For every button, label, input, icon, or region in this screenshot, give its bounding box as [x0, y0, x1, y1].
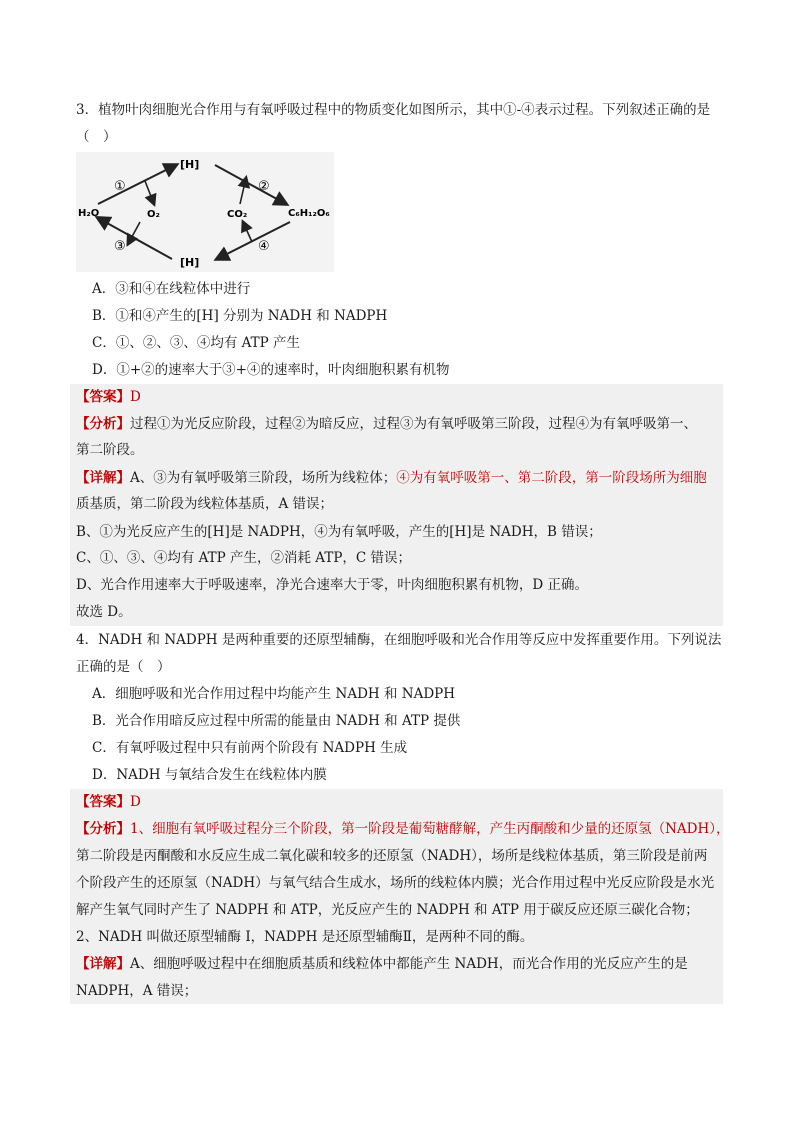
q4-stem-line-2: 正确的是（ ）	[76, 659, 171, 675]
q3-option-a: A．③和④在线粒体中进行	[92, 281, 251, 297]
label-h2o: H₂O	[78, 208, 100, 219]
label-step-4: ④	[258, 239, 270, 254]
q3-stem	[76, 97, 726, 124]
q4-answer: D	[130, 794, 141, 810]
q3-paren-text: （ ）	[76, 129, 117, 145]
label-co2: CO₂	[227, 209, 248, 220]
q3-analysis-line-1	[76, 412, 697, 437]
q3-detail-line-4: C、①、③、④均有 ATP 产生，②消耗 ATP，C 错误；	[76, 550, 412, 566]
q3-detail-text-1a: A、③为有氧呼吸第三阶段，场所为线粒体；	[130, 470, 397, 486]
q4-detail-tag: 【详解】	[76, 956, 130, 972]
label-glucose: C₆H₁₂O₆	[288, 208, 330, 219]
q4-answer-line	[76, 790, 141, 815]
q4-analysis-line-5: 2、NADH 叫做还原型辅酶 I，NADPH 是还原型辅酶Ⅱ，是两种不同的酶。	[76, 929, 534, 945]
q4-analysis-line-3: 个阶段产生的还原氢（NADH）与氧气结合生成水，场所的线粒体内膜；光合作用过程中光反应阶段是水光	[76, 875, 715, 891]
q4-detail-line-1	[76, 952, 688, 977]
q3-option-d: D．①+②的速率大于③+④的速率时，叶肉细胞积累有机物	[92, 362, 450, 378]
q3-analysis-line-2: 第二阶段。	[76, 442, 144, 458]
q3-detail-tag: 【详解】	[76, 470, 130, 486]
q3-analysis-tag: 【分析】	[76, 416, 130, 432]
q3-option-b: B．①和④产生的[H] 分别为 NADH 和 NADPH	[92, 308, 388, 324]
label-h-bottom: [H]	[180, 256, 200, 269]
q3-detail-text-1b: ④为有氧呼吸第一、第二阶段，第一阶段场所为细胞	[396, 470, 707, 486]
q4-option-c: C．有氧呼吸过程中只有前两个阶段有 NADPH 生成	[92, 740, 408, 756]
q3-answer: D	[130, 389, 141, 405]
q4-stem-line-1: 4．NADH 和 NADPH 是两种重要的还原型辅酶，在细胞呼吸和光合作用等反应中发挥重要作用。下列说法	[76, 632, 722, 648]
q4-option-b: B．光合作用暗反应过程中所需的能量由 NADH 和 ATP 提供	[92, 713, 461, 729]
q3-detail-line-1	[76, 466, 707, 491]
label-step-3: ③	[114, 239, 126, 254]
q4-answer-tag: 【答案】	[76, 794, 130, 810]
q3-analysis-text-1: 过程①为光反应阶段，过程②为暗反应，过程③为有氧呼吸第三阶段，过程④为有氧呼吸第一、	[130, 416, 697, 432]
q4-analysis-line-4: 解产生氧气同时产生了 NADPH 和 ATP，光反应产生的 NADPH 和 ATP 用于碳反应还原三碳化合物；	[76, 902, 699, 918]
q3-paren	[76, 124, 726, 151]
q4-analysis-line-2: 第二阶段是丙酮酸和水反应生成二氧化碳和较多的还原氢（NADH），场所是线粒体基质，第三阶段是前两	[76, 848, 708, 864]
q4-option-d: D．NADH 与氧结合发生在线粒体内膜	[92, 767, 327, 783]
q3-answer-line	[76, 385, 141, 410]
label-o2: O₂	[147, 209, 160, 220]
label-h-top: [H]	[180, 158, 200, 171]
q4-analysis-line-1	[76, 817, 730, 842]
q3-answer-tag: 【答案】	[76, 389, 130, 405]
q3-detail-line-2: 质基质，第二阶段为线粒体基质，A 错误；	[76, 496, 334, 512]
q4-option-a: A．细胞呼吸和光合作用过程中均能产生 NADH 和 NADPH	[92, 686, 456, 702]
q4-analysis-tag: 【分析】	[76, 821, 130, 837]
q3-detail-line-3: B、①为光反应产生的[H]是 NADPH，④为有氧呼吸，产生的[H]是 NADH，B 错误；	[76, 524, 602, 540]
q4-detail-line-2: NADPH，A 错误；	[76, 983, 198, 999]
q3-diagram	[76, 152, 334, 272]
q3-option-c: C．①、②、③、④均有 ATP 产生	[92, 335, 301, 351]
q4-analysis-text-1: 1、细胞有氧呼吸过程分三个阶段，第一阶段是葡萄糖酵解，产生丙酮酸和少量的还原氢（NADH），	[130, 821, 730, 837]
label-step-2: ②	[258, 179, 270, 194]
q3-detail-line-5: D、光合作用速率大于呼吸速率，净光合速率大于零，叶肉细胞积累有机物，D 正确。	[76, 577, 588, 593]
label-step-1: ①	[114, 179, 126, 194]
q3-stem-text: 3．植物叶肉细胞光合作用与有氧呼吸过程中的物质变化如图所示，其中①-④表示过程。下列叙述正确的是	[76, 102, 711, 118]
q3-detail-line-6: 故选 D。	[76, 604, 132, 620]
q4-detail-text-1: A、细胞呼吸过程中在细胞质基质和线粒体中都能产生 NADH，而光合作用的光反应产生的是	[130, 956, 688, 972]
